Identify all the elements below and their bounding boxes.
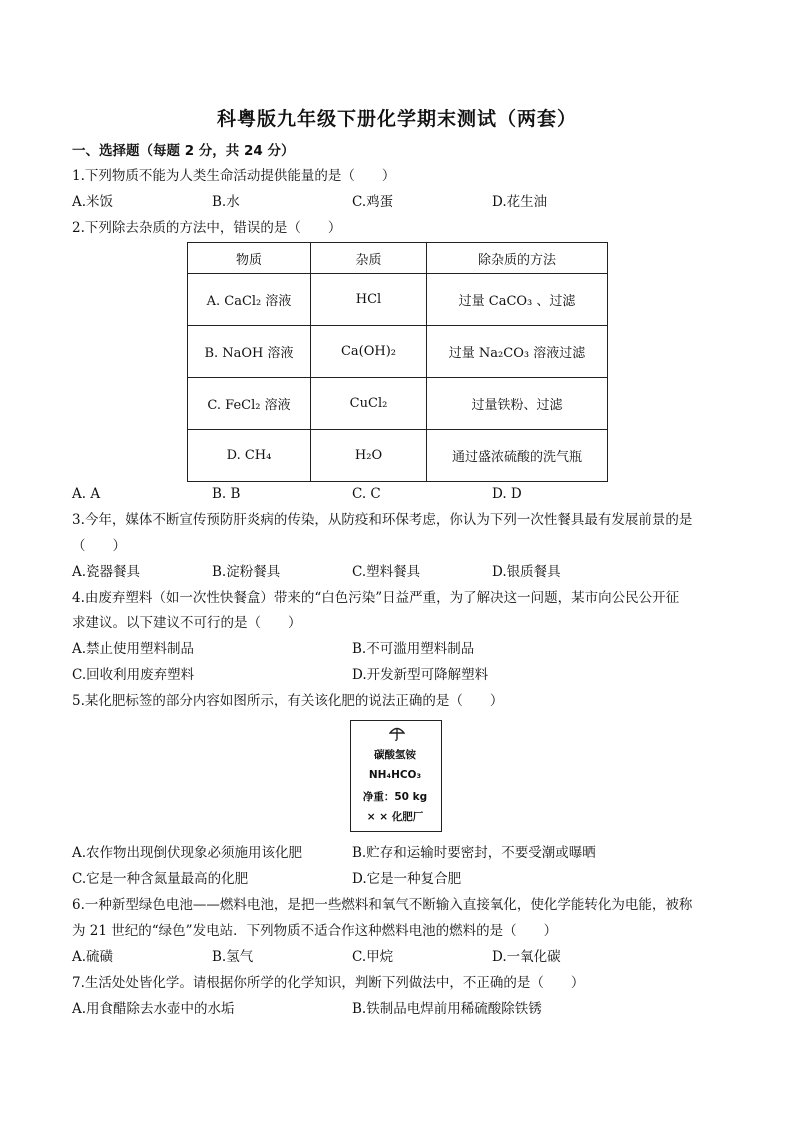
option[interactable]: A.瓷器餐具 bbox=[72, 564, 141, 580]
table-header-row bbox=[188, 243, 608, 274]
table-cell: CuCl₂ bbox=[311, 378, 427, 430]
label-name: 碳酸氢铵 bbox=[374, 749, 416, 761]
question-6-stem-cont: 为 21 世纪的“绿色”发电站．下列物质不适合作这种燃料电池的燃料的是（ ） bbox=[72, 923, 558, 939]
section-heading: 一、选择题（每题 2 分，共 24 分） bbox=[72, 143, 295, 159]
table-cell: C. FeCl₂ 溶液 bbox=[188, 378, 311, 430]
table-cell: D. CH₄ bbox=[188, 430, 311, 482]
table-row bbox=[188, 378, 608, 430]
question-4-stem: 4.由废弃塑料（如一次性快餐盒）带来的“白色污染”日益严重，为了解决这一问题，某市向公民公开征 bbox=[72, 590, 680, 606]
question-2-options bbox=[72, 484, 732, 504]
option[interactable]: C. C bbox=[352, 486, 381, 502]
table-cell: 通过盛浓硫酸的洗气瓶 bbox=[427, 430, 608, 482]
table-row bbox=[188, 430, 608, 482]
label-weight: 净重：50 kg bbox=[362, 791, 428, 803]
table-header: 除杂质的方法 bbox=[427, 243, 608, 274]
page-title: 科粤版九年级下册化学期末测试（两套） bbox=[216, 108, 577, 130]
table-row bbox=[188, 326, 608, 378]
label-formula: NH₄HCO₃ bbox=[368, 769, 422, 781]
question-3-options bbox=[72, 562, 732, 582]
table-cell: Ca(OH)₂ bbox=[311, 326, 427, 378]
option[interactable]: B.淀粉餐具 bbox=[212, 564, 281, 580]
question-4-stem-cont: 求建议。以下建议不可行的是（ ） bbox=[72, 615, 302, 631]
option[interactable]: B.氢气 bbox=[212, 949, 254, 965]
option[interactable]: A. A bbox=[72, 486, 101, 502]
fertilizer-label bbox=[350, 720, 442, 832]
option[interactable]: B.不可滥用塑料制品 bbox=[352, 641, 475, 657]
table-cell: 过量铁粉、过滤 bbox=[427, 378, 608, 430]
question-5-options-row2 bbox=[72, 869, 732, 889]
table-header: 物质 bbox=[188, 243, 311, 274]
table-header: 杂质 bbox=[311, 243, 427, 274]
option[interactable]: C.塑料餐具 bbox=[352, 564, 421, 580]
question-6-stem: 6.一种新型绿色电池——燃料电池，是把一些燃料和氧气不断输入直接氧化，使化学能转化为电能，被称 bbox=[72, 897, 693, 913]
option[interactable]: D.开发新型可降解塑料 bbox=[352, 667, 489, 683]
question-4-options-row1 bbox=[72, 639, 732, 659]
question-4-options-row2 bbox=[72, 665, 732, 685]
table-cell: 过量 CaCO₃ 、过滤 bbox=[427, 274, 608, 326]
table-cell: A. CaCl₂ 溶液 bbox=[188, 274, 311, 326]
option[interactable]: D.银质餐具 bbox=[492, 564, 561, 580]
question-5-stem: 5.某化肥标签的部分内容如图所示，有关该化肥的说法正确的是（ ） bbox=[72, 693, 504, 709]
option[interactable]: B. B bbox=[212, 486, 241, 502]
option[interactable]: A.米饭 bbox=[72, 194, 114, 210]
table-cell: 过量 Na₂CO₃ 溶液过滤 bbox=[427, 326, 608, 378]
option[interactable]: B.铁制品电焊前用稀硫酸除铁锈 bbox=[352, 1001, 542, 1017]
question-3-stem: 3.今年，媒体不断宣传预防肝炎病的传染，从防疫和环保考虑，你认为下列一次性餐具最有发展前景的是 bbox=[72, 512, 693, 528]
option[interactable]: A.农作物出现倒伏现象必须施用该化肥 bbox=[72, 845, 303, 861]
table-cell: B. NaOH 溶液 bbox=[188, 326, 311, 378]
option[interactable]: C.它是一种含氮量最高的化肥 bbox=[72, 871, 249, 887]
question-1-options bbox=[72, 192, 732, 212]
question-2-stem: 2.下列除去杂质的方法中，错误的是（ ） bbox=[72, 220, 342, 236]
option[interactable]: A.用食醋除去水壶中的水垢 bbox=[72, 1001, 235, 1017]
table-cell: H₂O bbox=[311, 430, 427, 482]
table-row bbox=[188, 274, 608, 326]
label-factory: × × 化肥厂 bbox=[366, 811, 424, 823]
option[interactable]: C.鸡蛋 bbox=[352, 194, 394, 210]
option[interactable]: D. D bbox=[492, 486, 522, 502]
option[interactable]: D.花生油 bbox=[492, 194, 548, 210]
question-5-options-row1 bbox=[72, 843, 732, 863]
option[interactable]: D.一氧化碳 bbox=[492, 949, 561, 965]
impurity-table bbox=[187, 242, 608, 482]
question-6-options bbox=[72, 947, 732, 967]
option[interactable]: C.回收利用废弃塑料 bbox=[72, 667, 195, 683]
question-7-stem: 7.生活处处皆化学。请根据你所学的化学知识，判断下列做法中，不正确的是（ ） bbox=[72, 975, 585, 991]
option[interactable]: A.硫磺 bbox=[72, 949, 114, 965]
option[interactable]: C.甲烷 bbox=[352, 949, 394, 965]
option[interactable]: D.它是一种复合肥 bbox=[352, 871, 462, 887]
option[interactable]: B.贮存和运输时要密封，不要受潮或曝晒 bbox=[352, 845, 596, 861]
option[interactable]: A.禁止使用塑料制品 bbox=[72, 641, 195, 657]
option[interactable]: B.水 bbox=[212, 194, 240, 210]
question-3-stem-cont: （ ） bbox=[72, 538, 126, 554]
question-1-stem: 1.下列物质不能为人类生命活动提供能量的是（ ） bbox=[72, 168, 396, 184]
table-cell: HCl bbox=[311, 274, 427, 326]
question-7-options bbox=[72, 999, 732, 1019]
umbrella-icon bbox=[389, 725, 405, 741]
